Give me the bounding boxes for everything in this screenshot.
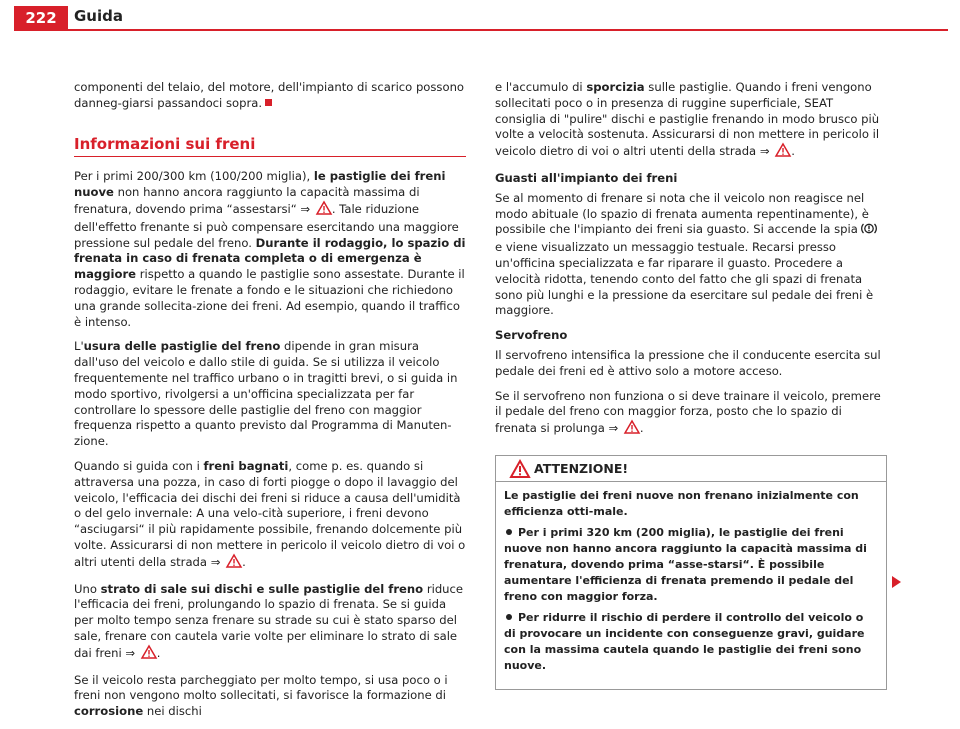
warning-triangle-icon <box>510 460 530 483</box>
paragraph-salt <box>74 582 466 664</box>
warning-triangle-icon[interactable] <box>775 143 791 162</box>
warning-item <box>504 610 878 674</box>
text: , come p. es. quando si attraversa una pozza, in caso di forti piogge o dopo il lavaggio del veicolo, l'efficacia dei dischi dei freni si riduce a causa dell'umidità o del gelo invernale: A una velo-cità superiore, i freni devono “asciugarsi“ il più rapidamente possibile, frenando dolcemente più volte. Assicurarsi di non mettere in pericolo il veicolo dietro di voi o altri utenti della strada ⇒ <box>74 458 466 569</box>
text: dipende in gran misura dall'uso del veicolo e dallo stile di guida. Se si utilizza il veicolo frequentemente nel traffico urbano o in tragitti brevi, o si guida in modo sportivo, rivolgersi a un'officina specializzata per far controllare lo spessore delle pastiglie del freno con maggior frequenza rispetto a quanto previsto dal Programma di Manuten-zione. <box>74 339 458 449</box>
paragraph-break-in <box>74 169 466 330</box>
bold-text: Durante il rodaggio, lo spazio di frenata in caso di frenata completa o di emergenza è maggiore <box>74 235 466 282</box>
bold-text: corrosione <box>74 704 144 719</box>
paragraph-dirt <box>495 80 887 162</box>
text: Per ridurre il rischio di perdere il controllo del veicolo o di provocare un incidente con conseguenze gravi, guidare con la massima cautela quando le pastiglie dei freni sono nuove. <box>504 610 865 672</box>
text: sulle pastiglie. Quando i freni vengono sollecitati poco o in presenza di ruggine superficiale, SEAT consiglia di "pulire" dischi e pastiglie frenando in modo brusco più volte a velocità sostenuta. Assicurarsi di non mettere in pericolo il veicolo dietro di voi o altri utenti della strada ⇒ <box>495 80 880 159</box>
warning-body <box>496 482 886 689</box>
warning-item: Le pastiglie dei freni nuove non frenano inizialmente con efficienza otti-male. <box>504 488 859 518</box>
text: Se al momento di frenare si nota che il veicolo non reagisce nel modo abituale (lo spazio di frenata aumenta repentinamente), è possibile che l'impianto dei freni sia guasto. Si accende la spia <box>495 190 869 237</box>
warning-triangle-icon[interactable] <box>141 645 157 664</box>
warning-triangle-icon[interactable] <box>226 554 242 573</box>
text: Uno <box>74 581 101 596</box>
warning-triangle-icon[interactable] <box>624 420 640 439</box>
text: . <box>639 421 644 436</box>
section-title: Informazioni sui freni <box>74 137 466 158</box>
section-name: Guida <box>74 7 123 25</box>
text: . <box>242 554 246 569</box>
text: . <box>156 645 161 660</box>
paragraph-corrosion <box>74 673 466 720</box>
text: Quando si guida con i <box>74 458 204 473</box>
text: . <box>791 144 795 159</box>
text: Se il veicolo resta parcheggiato per molto tempo, si usa poco o i freni non vengono molto sollecitati, si favorisce la formazione di <box>74 672 448 703</box>
bold-text: sporcizia <box>586 80 645 94</box>
divider <box>496 481 886 482</box>
text: . Tale riduzione dell'effetto frenante si può compensare esercitando una maggiore pressione sul pedale del freno. <box>74 201 459 250</box>
bullet-icon <box>506 529 512 535</box>
text: e l'accumulo di <box>495 80 587 94</box>
intro-paragraph <box>74 80 466 112</box>
text: e viene visualizzato un messaggio testuale. Recarsi presso un'officina specializzata e far riparare il guasto. Procedere a velocità ridotta, tenendo conto del fatto che gli spazi di frenata sono più lunghi e la pressione da esercitare sul pedale dei freni è maggiore. <box>495 240 874 318</box>
warning-box <box>495 455 887 690</box>
warning-triangle-icon[interactable] <box>316 201 332 220</box>
text: rispetto a quando le pastiglie sono assestate. Durante il rodaggio, evitare le frenate a fondo e le situazioni che richiedono una grande sollecita-zione dei freni. Ad esempio, quando il traffico è intenso. <box>74 267 465 329</box>
text: non hanno ancora raggiunto la capacità massima di frenatura, dovendo prima “assestarsi“ ⇒ <box>74 185 420 216</box>
intro-text: componenti del telaio, del motore, dell'impianto di scarico possono danneg-giarsi passandoci sopra. <box>74 80 465 110</box>
page-header <box>0 0 960 30</box>
bold-text: freni bagnati <box>203 458 289 473</box>
text: L' <box>74 339 84 354</box>
brake-warning-icon <box>861 222 877 240</box>
header-divider <box>14 29 948 31</box>
paragraph-wet-brakes <box>74 459 466 573</box>
bullet-icon <box>506 614 512 620</box>
left-column <box>74 80 466 729</box>
text: riduce l'efficacia dei freni, prolungando lo spazio di frenata. Se si guida per molto tempo senza frenare su strade su cui è stato sparso del sale, frenare con cautela varie volte per eliminare lo strato di sale dai freni ⇒ <box>74 581 464 660</box>
subheading-brake-failure: Guasti all'impianto dei freni <box>495 170 678 185</box>
text: Per i primi 200/300 km (100/200 miglia), <box>74 169 314 184</box>
warning-header <box>496 456 886 482</box>
paragraph-servo: Il servofreno intensifica la pressione che il conducente esercita sul pedale dei freni ed è attivo solo a motore acceso. <box>495 347 881 378</box>
warning-item <box>504 525 878 605</box>
next-page-arrow-icon[interactable] <box>892 576 901 588</box>
subheading-servo: Servofreno <box>495 328 568 343</box>
text: Se il servofreno non funziona o si deve trainare il veicolo, premere il pedale del freno con maggior forza, posto che lo spazio di frenata si prolunga ⇒ <box>495 388 881 436</box>
page-number: 222 <box>14 6 68 30</box>
paragraph-pad-wear <box>74 339 466 450</box>
bold-text: strato di sale sui dischi e sulle pastiglie del freno <box>100 581 424 596</box>
paragraph-brake-failure <box>495 191 887 319</box>
text: Per i primi 320 km (200 miglia), le pastiglie dei freni nuove non hanno ancora raggiunto la capacità massima di frenatura, dovendo prima “asse-starsi“. È possibile aumentare l'efficienza di frenata premendo il pedale del freno con maggior forza. <box>504 525 867 603</box>
paragraph-servo-failure <box>495 389 887 439</box>
bold-text: le pastiglie dei freni nuove <box>74 169 446 200</box>
end-of-section-icon <box>265 99 272 106</box>
text: nei dischi <box>143 704 202 719</box>
bold-text: usura delle pastiglie del freno <box>83 339 281 354</box>
warning-title: ATTENZIONE! <box>534 460 629 476</box>
right-column <box>495 80 887 690</box>
